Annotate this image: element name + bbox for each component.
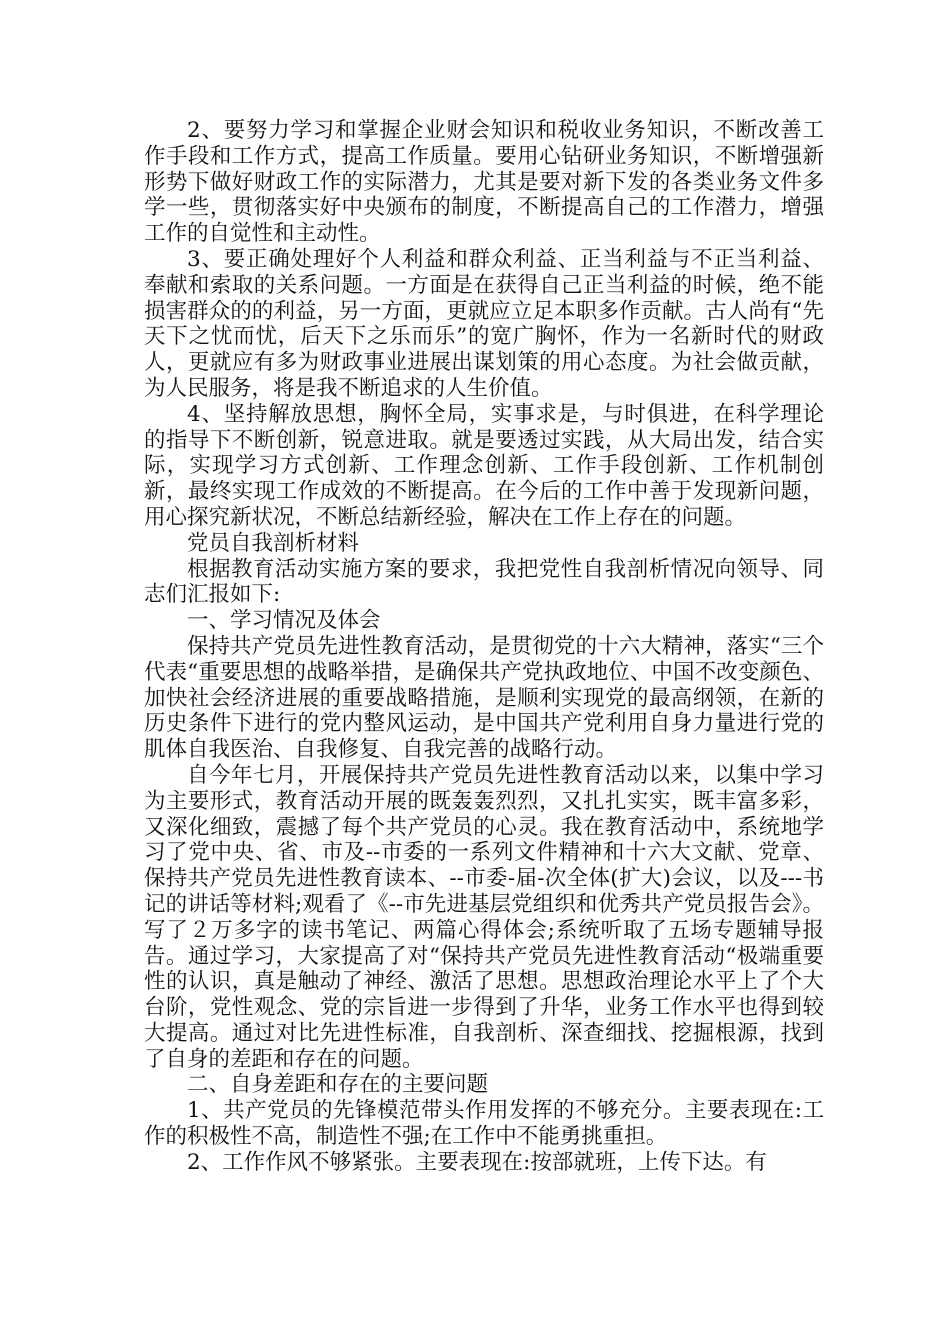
study-paragraph-2: 自今年七月，开展保持共产党员先进性教育活动以来，以集中学习为主要形式，教育活动开展的既轰轰烈烈，又扎扎实实，既丰富多彩，又深化细致，震撼了每个共产党员的心灵。我在教育活动中，系统地学习了党中央、省、市及--市委的一系列文件精神和十六大文献、党章、保持共产党员先进性教育读本、--市委-届-次全体(扩大)会议，以及---书记的讲话等材料;观看了《--市先进基层党组织和优秀共产党员报告会》。写了２万多字的读书笔记、两篇心得体会;系统听取了五场专题辅导报告。通过学习，大家提高了对“保持共产党员先进性教育活动“极端重要性的认识，真是触动了神经、激活了思想。思想政治理论水平上了个大台阶，党性观念、党的宗旨进一步得到了升华，业务工作水平也得到较大提高。通过对比先进性标准，自我剖析、深查细找、挖掘根源，找到了自身的差距和存在的问题。: [144, 762, 824, 1072]
paragraph-item-4: 4、坚持解放思想，胸怀全局，实事求是，与时俱进，在科学理论的指导下不断创新，锐意进取。就是要透过实践，从大局出发，结合实际，实现学习方式创新、工作理念创新、工作手段创新、工作机制创新，最终实现工作成效的不断提高。在今后的工作中善于发现新问题，用心探究新状况，不断总结新经验，解决在工作上存在的问题。: [144, 401, 824, 530]
section-title: 党员自我剖析材料: [187, 530, 360, 556]
paragraph-item-2: 2、要努力学习和掌握企业财会知识和税收业务知识，不断改善工作手段和工作方式，提高工作质量。要用心钻研业务知识，不断增强新形势下做好财政工作的实际潜力，尤其是要对新下发的各类业务文件多学一些，贯彻落实好中央颁布的制度，不断提高自己的工作潜力，增强工作的自觉性和主动性。: [144, 118, 824, 247]
problem-item-1: 1、共产党员的先锋模范带头作用发挥的不够充分。主要表现在:工作的积极性不高，制造性不强;在工作中不能勇挑重担。: [144, 1098, 824, 1150]
heading-study: 一、学习情况及体会: [187, 608, 381, 634]
study-paragraph-1: 保持共产党员先进性教育活动，是贯彻党的十六大精神，落实“三个代表“重要思想的战略举措，是确保共产党执政地位、中国不改变颜色、加快社会经济进展的重要战略措施，是顺利实现党的最高纲领，在新的历史条件下进行的党内整风运动，是中国共产党利用自身力量进行党的肌体自我医治、自我修复、自我完善的战略行动。: [144, 633, 824, 763]
problem-item-2: 2、工作作风不够紧张。主要表现在:按部就班，上传下达。有: [187, 1149, 767, 1175]
paragraph-item-3: 3、要正确处理好个人利益和群众利益、正当利益与不正当利益、奉献和索取的关系问题。一方面是在获得自己正当利益的时候，绝不能损害群众的的利益，另一方面，更就应立足本职多作贡献。古人尚有“先天下之忧而忧，后天下之乐而乐”的宽广胸怀，作为一名新时代的财政人，更就应有多为财政事业进展出谋划策的用心态度。为社会做贡献，为人民服务，将是我不断追求的人生价值。: [144, 246, 824, 401]
intro-paragraph: 根据教育活动实施方案的要求，我把党性自我剖析情况向领导、同志们汇报如下:: [144, 556, 824, 608]
document-page: [144, 118, 824, 1176]
heading-problems: 二、自身差距和存在的主要问题: [187, 1072, 489, 1098]
